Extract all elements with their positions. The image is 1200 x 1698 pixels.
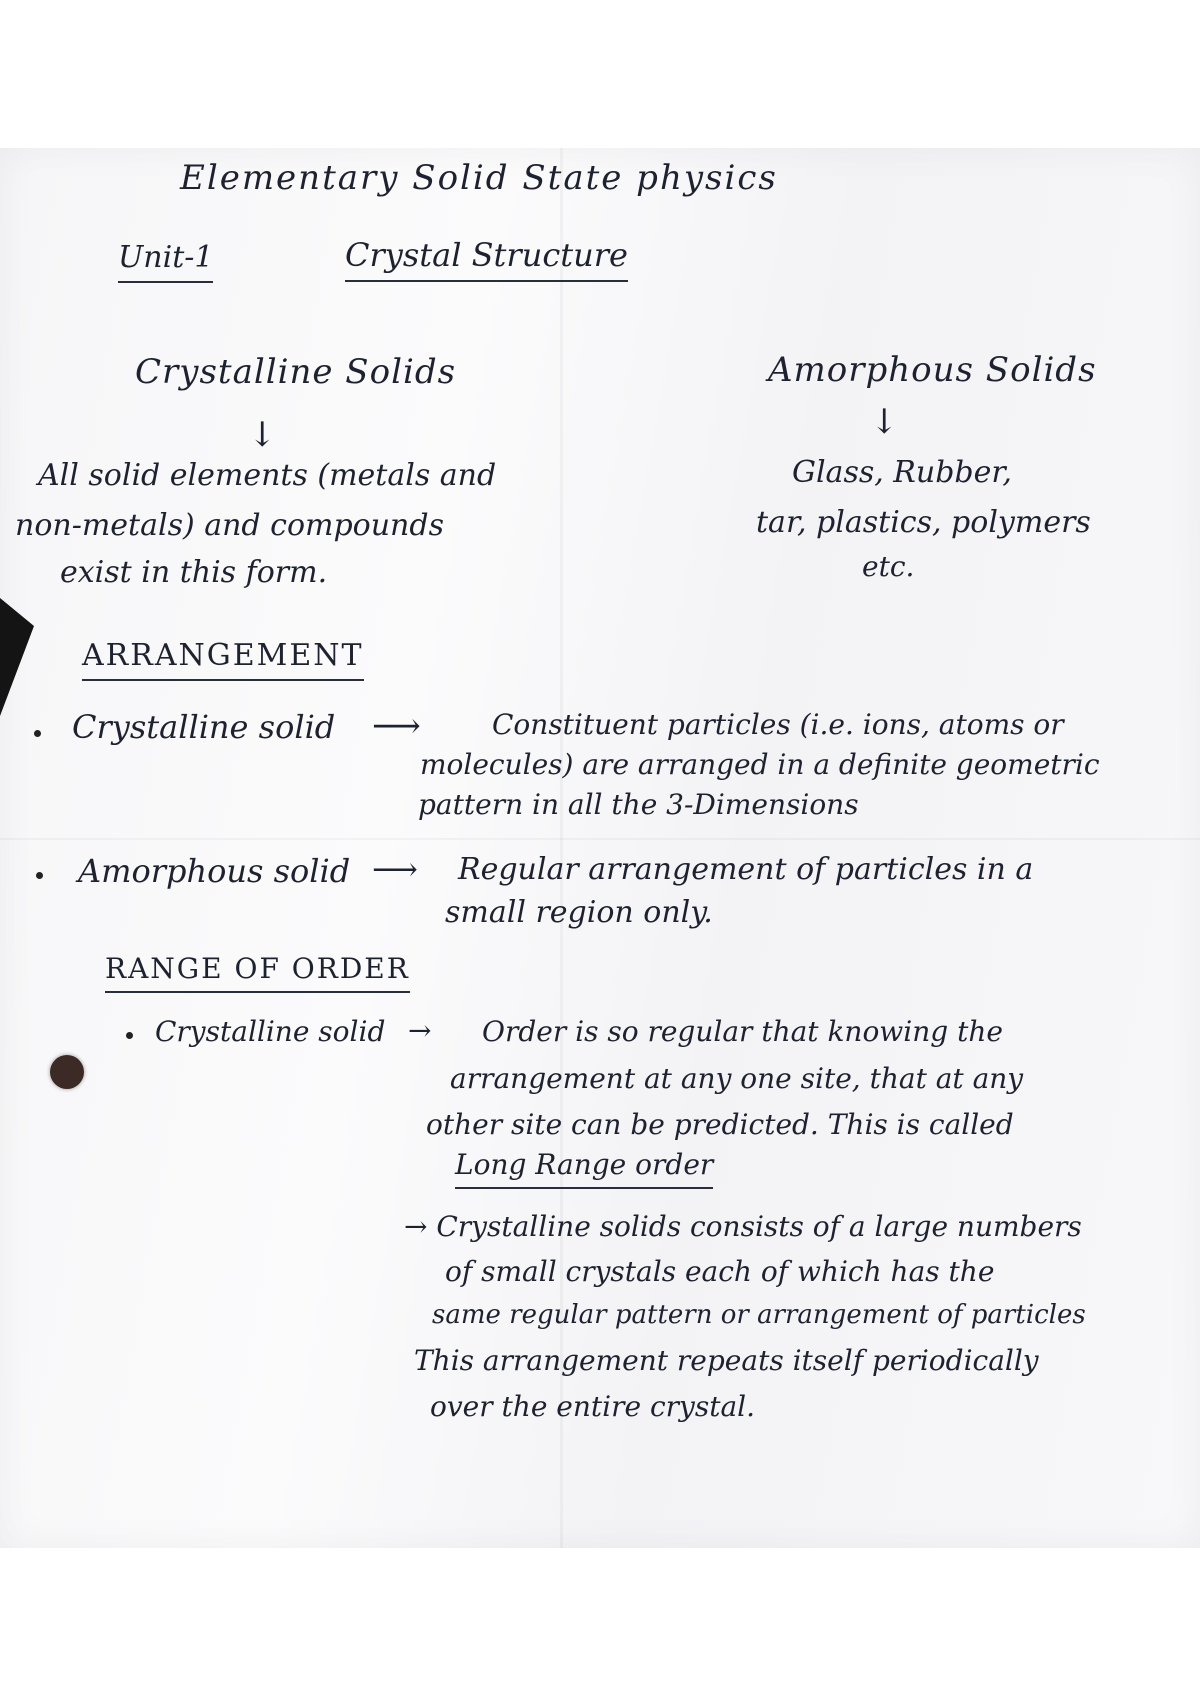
arrow: ⟶ xyxy=(372,850,418,888)
crystalline-example-line: All solid elements (metals and xyxy=(38,458,497,493)
page-title: Elementary Solid State physics xyxy=(180,158,778,198)
page-crease xyxy=(0,838,1200,840)
arrow: ⟶ xyxy=(372,706,421,746)
range-note-line: same regular pattern or arrangement of particles xyxy=(432,1300,1086,1330)
section-heading-range-of-order: RANGE OF ORDER xyxy=(105,952,410,993)
range-note-line: over the entire crystal. xyxy=(430,1390,756,1423)
arrangement-crystalline-line: Constituent particles (i.e. ions, atoms or xyxy=(492,708,1064,741)
range-note-line: → Crystalline solids consists of a large numbers xyxy=(404,1210,1082,1243)
bullet xyxy=(34,730,41,737)
amorphous-example-line: tar, plastics, polymers xyxy=(756,505,1091,540)
bullet xyxy=(36,872,43,879)
unit-label: Unit-1 xyxy=(118,240,213,283)
long-range-order-term: Long Range order xyxy=(455,1148,713,1189)
bullet xyxy=(126,1032,133,1039)
crystalline-example-line: exist in this form. xyxy=(60,555,328,590)
amorphous-example-line: etc. xyxy=(862,550,915,583)
unit-topic: Crystal Structure xyxy=(345,236,628,282)
arrangement-crystalline-term: Crystalline solid xyxy=(72,708,336,746)
range-crystalline-term: Crystalline solid xyxy=(155,1015,386,1048)
amorphous-example-line: Glass, Rubber, xyxy=(792,455,1012,490)
arrangement-amorphous-term: Amorphous solid xyxy=(78,852,351,890)
down-arrow: ↓ xyxy=(870,402,899,442)
amorphous-heading: Amorphous Solids xyxy=(768,350,1097,390)
crystalline-example-line: non-metals) and compounds xyxy=(15,508,444,543)
range-crystalline-line: arrangement at any one site, that at any xyxy=(450,1062,1024,1095)
crystalline-heading: Crystalline Solids xyxy=(135,352,457,392)
arrangement-crystalline-line: molecules) are arranged in a definite geometric xyxy=(420,748,1100,781)
arrangement-amorphous-line: Regular arrangement of particles in a xyxy=(458,852,1034,887)
range-note-line: This arrangement repeats itself periodically xyxy=(414,1344,1039,1377)
arrow: → xyxy=(408,1014,432,1047)
section-heading-arrangement: ARRANGEMENT xyxy=(82,638,364,681)
page-crease xyxy=(560,148,563,1548)
range-note-line: of small crystals each of which has the xyxy=(445,1255,995,1288)
range-crystalline-line: other site can be predicted. This is called xyxy=(426,1108,1014,1141)
range-crystalline-line: Order is so regular that knowing the xyxy=(482,1015,1003,1048)
arrangement-crystalline-line: pattern in all the 3-Dimensions xyxy=(418,788,859,821)
arrangement-amorphous-line: small region only. xyxy=(445,895,713,930)
page-edge-shadow xyxy=(0,598,34,716)
down-arrow: ↓ xyxy=(248,415,277,455)
punch-hole xyxy=(50,1055,84,1089)
